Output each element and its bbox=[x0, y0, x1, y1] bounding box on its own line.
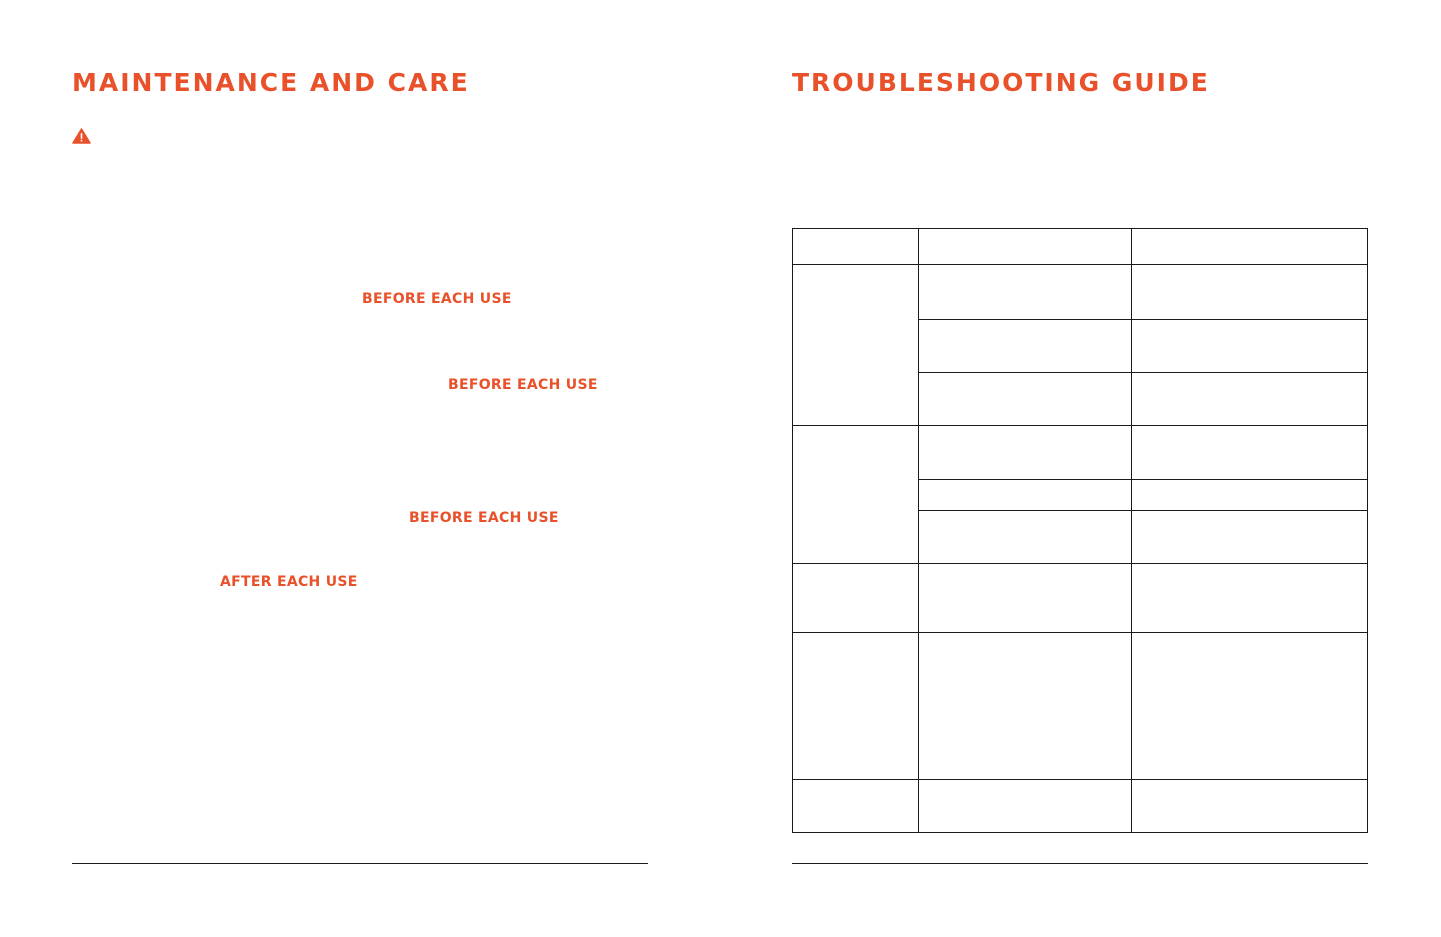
after-each-use-label: AFTER EACH USE bbox=[220, 574, 358, 590]
warning-triangle-icon bbox=[72, 128, 91, 144]
table-group bbox=[793, 425, 1367, 563]
table-cell bbox=[793, 564, 919, 632]
table-row bbox=[919, 319, 1367, 372]
table-row bbox=[919, 633, 1367, 779]
right-footer-rule bbox=[792, 863, 1368, 864]
table-row bbox=[919, 426, 1367, 479]
table-cell bbox=[1132, 426, 1367, 479]
table-cell bbox=[793, 426, 919, 563]
table-group bbox=[793, 779, 1367, 832]
table-cell bbox=[919, 373, 1132, 425]
table-cell bbox=[793, 633, 919, 779]
troubleshooting-title: TROUBLESHOOTING GUIDE bbox=[792, 68, 1210, 97]
right-page bbox=[720, 0, 1441, 937]
before-each-use-label-2: BEFORE EACH USE bbox=[448, 377, 598, 393]
table-cell bbox=[1132, 564, 1367, 632]
troubleshooting-table bbox=[792, 228, 1368, 833]
table-row bbox=[919, 564, 1367, 632]
table-header-row bbox=[793, 229, 1367, 264]
table-cell bbox=[919, 426, 1132, 479]
table-row bbox=[919, 510, 1367, 563]
table-cell bbox=[919, 780, 1132, 832]
table-cell bbox=[793, 265, 919, 425]
table-row bbox=[919, 372, 1367, 425]
table-cell bbox=[919, 320, 1132, 372]
table-cell bbox=[793, 780, 919, 832]
table-cell bbox=[919, 480, 1132, 510]
before-each-use-label-1: BEFORE EACH USE bbox=[362, 291, 512, 307]
left-footer-rule bbox=[72, 863, 648, 864]
table-cell bbox=[1132, 320, 1367, 372]
table-cell bbox=[1132, 373, 1367, 425]
table-group bbox=[793, 632, 1367, 779]
table-cell bbox=[919, 633, 1132, 779]
table-cell bbox=[1132, 511, 1367, 563]
table-cell bbox=[1132, 633, 1367, 779]
header-cell-cause bbox=[919, 229, 1132, 264]
table-row bbox=[919, 780, 1367, 832]
left-page bbox=[0, 0, 720, 937]
table-group bbox=[793, 563, 1367, 632]
before-each-use-label-3: BEFORE EACH USE bbox=[409, 510, 559, 526]
maintenance-title: MAINTENANCE AND CARE bbox=[72, 68, 470, 97]
table-cell bbox=[919, 511, 1132, 563]
table-cell bbox=[1132, 265, 1367, 319]
table-row bbox=[919, 479, 1367, 510]
table-cell bbox=[1132, 780, 1367, 832]
table-cell bbox=[1132, 480, 1367, 510]
table-group bbox=[793, 264, 1367, 425]
header-cell-problem bbox=[793, 229, 919, 264]
header-cell-solution bbox=[1132, 229, 1367, 264]
table-cell bbox=[919, 564, 1132, 632]
table-row bbox=[919, 265, 1367, 319]
table-cell bbox=[919, 265, 1132, 319]
